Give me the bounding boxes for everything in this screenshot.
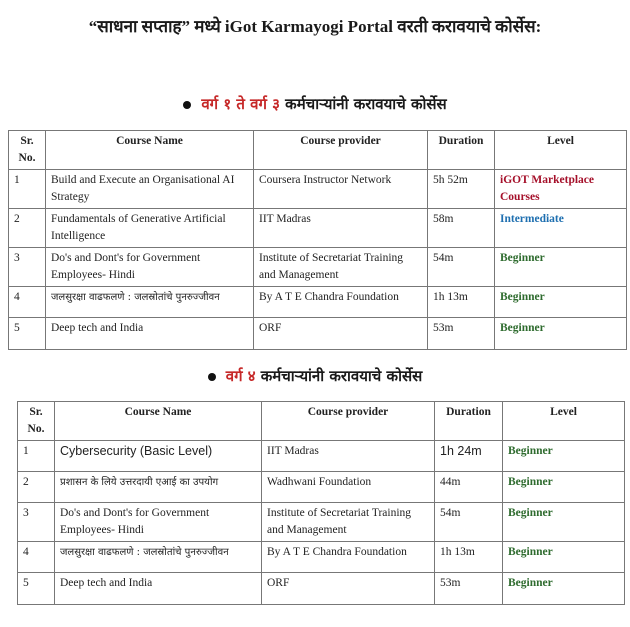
bullet-icon (208, 373, 216, 381)
cell-course-name: Do's and Dont's for Government Employees- Hindi (46, 248, 254, 287)
cell-course-name: जलसुरक्षा वाढफलणे : जलस्रोतांचे पुनरुज्जीवन (46, 287, 254, 318)
cell-course-name: Do's and Dont's for Government Employees- Hindi (55, 503, 262, 542)
cell-sr: 3 (9, 248, 46, 287)
cell-duration: 58m (428, 209, 495, 248)
section-heading-accent: वर्ग १ ते वर्ग ३ (201, 95, 280, 113)
cell-level: Beginner (495, 318, 627, 350)
table-row (18, 503, 625, 542)
cell-course-name: Deep tech and India (46, 318, 254, 350)
table-row (9, 248, 627, 287)
cell-duration: 54m (428, 248, 495, 287)
cell-level: Beginner (503, 472, 625, 503)
cell-sr: 5 (9, 318, 46, 350)
cell-provider: Institute of Secretariat Training and Management (254, 248, 428, 287)
page-title: “साधना सप्ताह” मध्ये iGot Karmayogi Portal वरती करावयाचे कोर्सेस: (88, 17, 542, 36)
section-heading-1 (0, 94, 630, 114)
cell-sr: 3 (18, 503, 55, 542)
courses-table-class-1-3 (8, 130, 627, 350)
cell-level: Beginner (495, 287, 627, 318)
cell-duration: 1h 13m (428, 287, 495, 318)
column-header-course-provider: Course provider (262, 402, 435, 441)
cell-sr: 2 (9, 209, 46, 248)
column-header-sr-no: Sr. No. (18, 402, 55, 441)
cell-level: Beginner (503, 573, 625, 605)
cell-duration: 44m (435, 472, 503, 503)
table-row (18, 472, 625, 503)
table-header-row (18, 402, 625, 441)
cell-provider: IIT Madras (254, 209, 428, 248)
table-row (9, 170, 627, 209)
cell-course-name: Cybersecurity (Basic Level) (55, 441, 262, 472)
cell-sr: 4 (18, 542, 55, 573)
table-row (9, 287, 627, 318)
column-header-duration: Duration (428, 131, 495, 170)
column-header-level: Level (495, 131, 627, 170)
section-heading-accent: वर्ग ४ (225, 367, 256, 385)
cell-level: Beginner (503, 503, 625, 542)
cell-duration: 54m (435, 503, 503, 542)
cell-level: Beginner (503, 542, 625, 573)
cell-course-name: Deep tech and India (55, 573, 262, 605)
table-row (18, 573, 625, 605)
table-row (9, 209, 627, 248)
cell-course-name: प्रशासन के लिये उत्तरदायी एआई का उपयोग (55, 472, 262, 503)
cell-provider: By A T E Chandra Foundation (254, 287, 428, 318)
section-heading-text: कर्मचाऱ्यांनी करावयाचे कोर्सेस (279, 95, 447, 113)
cell-course-name: जलसुरक्षा वाढफलणे : जलस्रोतांचे पुनरुज्जीवन (55, 542, 262, 573)
cell-level: iGOT Marketplace Courses (495, 170, 627, 209)
cell-sr: 2 (18, 472, 55, 503)
courses-table-class-4 (17, 401, 625, 605)
cell-sr: 5 (18, 573, 55, 605)
cell-provider: Coursera Instructor Network (254, 170, 428, 209)
cell-provider: Institute of Secretariat Training and Management (262, 503, 435, 542)
cell-level: Beginner (495, 248, 627, 287)
column-header-course-name: Course Name (46, 131, 254, 170)
table-row (18, 542, 625, 573)
cell-sr: 1 (18, 441, 55, 472)
cell-course-name: Build and Execute an Organisational AI Strategy (46, 170, 254, 209)
column-header-course-name: Course Name (55, 402, 262, 441)
cell-provider: ORF (262, 573, 435, 605)
section-heading-text: कर्मचाऱ्यांनी करावयाचे कोर्सेस (255, 367, 423, 385)
cell-duration: 1h 24m (435, 441, 503, 472)
cell-duration: 5h 52m (428, 170, 495, 209)
cell-duration: 53m (428, 318, 495, 350)
cell-provider: By A T E Chandra Foundation (262, 542, 435, 573)
cell-duration: 53m (435, 573, 503, 605)
cell-sr: 1 (9, 170, 46, 209)
cell-duration: 1h 13m (435, 542, 503, 573)
cell-level: Beginner (503, 441, 625, 472)
table-row (9, 318, 627, 350)
column-header-duration: Duration (435, 402, 503, 441)
bullet-icon (183, 101, 191, 109)
table-header-row (9, 131, 627, 170)
column-header-course-provider: Course provider (254, 131, 428, 170)
section-heading-2 (0, 366, 630, 386)
cell-provider: IIT Madras (262, 441, 435, 472)
cell-course-name: Fundamentals of Generative Artificial Intelligence (46, 209, 254, 248)
table-row (18, 441, 625, 472)
column-header-level: Level (503, 402, 625, 441)
cell-level: Intermediate (495, 209, 627, 248)
column-header-sr-no: Sr. No. (9, 131, 46, 170)
cell-sr: 4 (9, 287, 46, 318)
cell-provider: ORF (254, 318, 428, 350)
cell-provider: Wadhwani Foundation (262, 472, 435, 503)
